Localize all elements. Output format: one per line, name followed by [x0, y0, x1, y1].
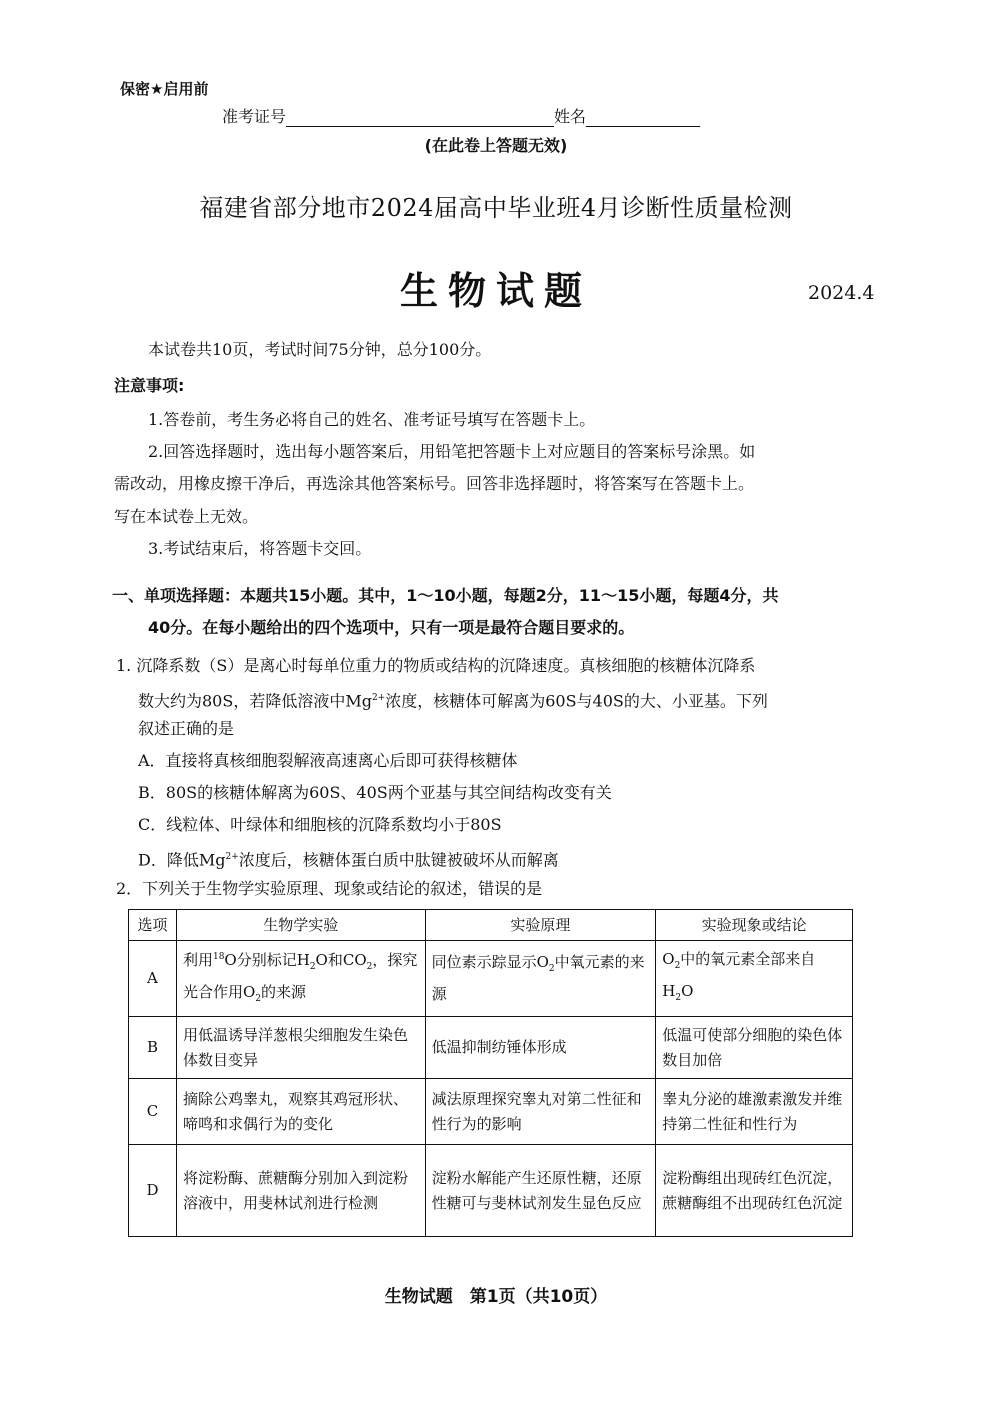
q1-line2-sup: 2+: [371, 693, 386, 703]
row-option: C: [129, 1079, 177, 1145]
row-experiment: 摘除公鸡睾丸，观察其鸡冠形状、啼鸣和求偶行为的变化: [176, 1079, 425, 1145]
q1-option-d-sup: 2+: [225, 852, 239, 862]
q1-line2-a: 数大约为80S，若降低溶液中Mg: [138, 691, 372, 711]
header-experiment: 生物学实验: [176, 910, 425, 941]
table-row: [129, 1079, 853, 1145]
notes-item-2-cont: 需改动，用橡皮擦干净后，再选涂其他答案标号。回答非选择题时，将答案写在答题卡上。: [114, 474, 755, 493]
notes-heading: 注意事项:: [114, 376, 185, 395]
row-option: B: [129, 1017, 177, 1079]
invalid-note: (在此卷上答题无效): [424, 136, 568, 155]
table-row: [129, 1145, 853, 1237]
table-row: [129, 1017, 853, 1079]
exam-subtitle: 福建省部分地市2024届高中毕业班4月诊断性质量检测: [199, 194, 793, 222]
q2-table: [128, 909, 853, 1237]
q1-option-a: A．直接将真核细胞裂解液高速离心后即可获得核糖体: [138, 751, 518, 770]
row-experiment: 用低温诱导洋葱根尖细胞发生染色体数目变异: [176, 1017, 425, 1079]
row-option: D: [129, 1145, 177, 1237]
row-principle: 低温抑制纺锤体形成: [425, 1017, 656, 1079]
notes-item-3: 3.考试结束后，将答题卡交回。: [148, 539, 372, 558]
exam-id-blank: [286, 110, 554, 127]
row-result: 睾丸分泌的雄激素激发并维持第二性征和性行为: [656, 1079, 853, 1145]
header-option: 选项: [129, 910, 177, 941]
table-row: [129, 941, 853, 1017]
row-result: $O_2$中的氧元素全部来自$H_2O$: [656, 941, 853, 1017]
candidate-info-line: [222, 104, 700, 127]
header-principle: 实验原理: [425, 910, 656, 941]
q1-line2-b: 浓度，核糖体可解离为60S与40S的大、小亚基。下列: [385, 691, 768, 711]
exam-title: 生物试题: [399, 268, 592, 313]
row-experiment: 将淀粉酶、蔗糖酶分别加入到淀粉溶液中，用斐林试剂进行检测: [176, 1145, 425, 1237]
row-option: A: [129, 941, 177, 1017]
q1-option-b: B．80S的核糖体解离为60S、40S两个亚基与其空间结构改变有关: [138, 783, 612, 802]
page-footer: 生物试题 第1页（共10页）: [384, 1287, 608, 1307]
intro-text: 本试卷共10页，考试时间75分钟，总分100分。: [148, 340, 492, 359]
header-result: 实验现象或结论: [656, 910, 853, 941]
q1-option-c: C．线粒体、叶绿体和细胞核的沉降系数均小于80S: [138, 815, 502, 834]
name-label: 姓名: [554, 107, 587, 126]
section1-line1: 一、单项选择题：本题共15小题。其中，1～10小题，每题2分，11～15小题，每题4分，共: [112, 586, 779, 605]
row-principle: 同位素示踪显示$O_2$中氧元素的来源: [425, 941, 656, 1017]
table-header-row: [129, 910, 853, 941]
row-result: 低温可使部分细胞的染色体数目加倍: [656, 1017, 853, 1079]
exam-date: 2024.4: [808, 282, 875, 304]
q1-option-d-b: 浓度后，核糖体蛋白质中肽键被破坏从而解离: [238, 850, 559, 870]
confidential-label: 保密★启用前: [120, 80, 209, 98]
row-principle: 减法原理探究睾丸对第二性征和性行为的影响: [425, 1079, 656, 1145]
notes-item-1: 1.答卷前，考生务必将自己的姓名、准考证号填写在答题卡上。: [148, 410, 596, 429]
q1-option-d-a: D．降低Mg: [138, 850, 226, 870]
section1-line2: 40分。在每小题给出的四个选项中，只有一项是最符合题目要求的。: [148, 618, 635, 637]
q1-stem-line3: 叙述正确的是: [138, 719, 235, 738]
row-experiment: 利用$^{18}$O分别标记$H_2O$和$CO_2$，探究光合作用$O_2$的来源: [176, 941, 425, 1017]
q1-stem-line1: 1. 沉降系数（S）是离心时每单位重力的物质或结构的沉降速度。真核细胞的核糖体沉降系: [116, 656, 756, 675]
notes-item-2-end: 写在本试卷上无效。: [114, 507, 259, 526]
row-result: 淀粉酶组出现砖红色沉淀，蔗糖酶组不出现砖红色沉淀: [656, 1145, 853, 1237]
notes-item-2: 2.回答选择题时，选出每小题答案后，用铅笔把答题卡上对应题目的答案标号涂黑。如: [148, 442, 756, 461]
name-blank: [586, 110, 700, 127]
exam-id-label: 准考证号: [222, 107, 287, 126]
q1-option-d: [138, 845, 559, 872]
q2-stem: 2．下列关于生物学实验原理、现象或结论的叙述，错误的是: [116, 879, 543, 898]
row-principle: 淀粉水解能产生还原性糖，还原性糖可与斐林试剂发生显色反应: [425, 1145, 656, 1237]
q1-stem-line2: [138, 686, 768, 713]
